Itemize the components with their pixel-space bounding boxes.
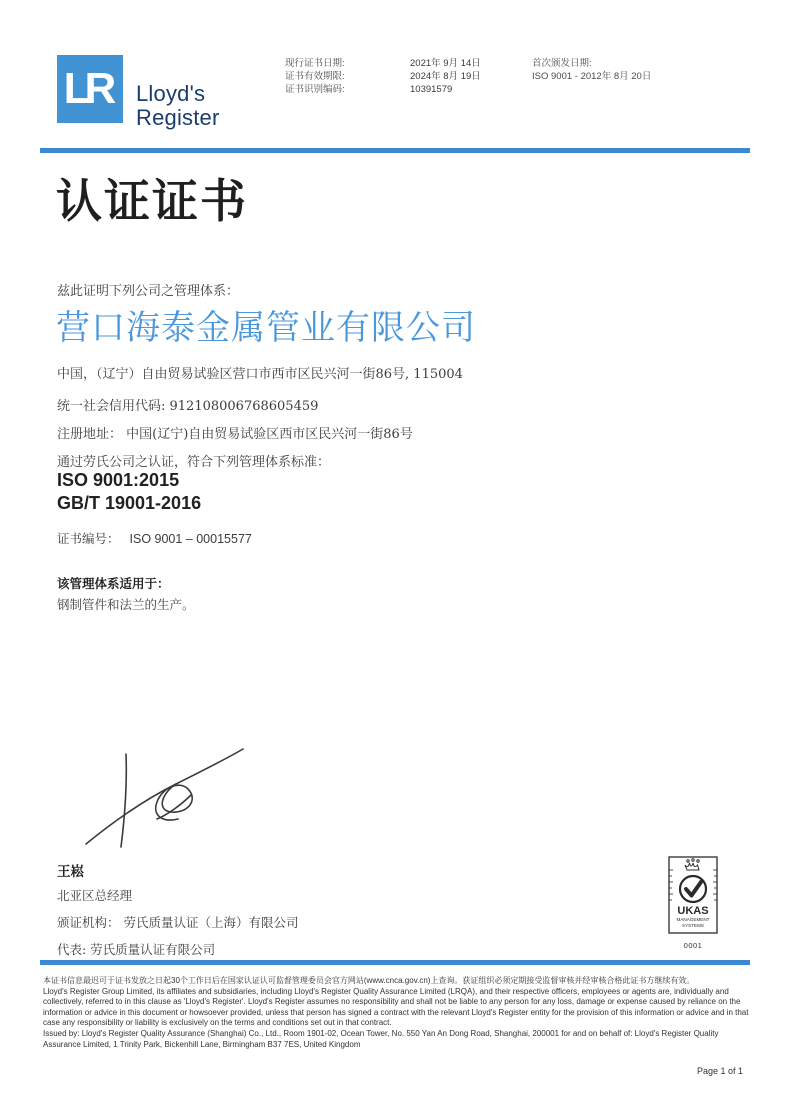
- check-icon: [686, 882, 701, 896]
- representative-line: 代表: 劳氏质量认证有限公司: [57, 942, 216, 957]
- cert-id-value: 10391579: [410, 84, 453, 95]
- registered-address: 注册地址： 中国(辽宁)自由贸易试验区西市区民兴河一街86号: [57, 427, 413, 442]
- current-cert-date-value: 2021年 9月 14日: [410, 58, 481, 69]
- first-issue-label: 首次颁发日期:: [532, 58, 592, 69]
- approval-intro: 通过劳氏公司之认证，符合下列管理体系标准：: [57, 455, 331, 470]
- certificate-meta: [285, 57, 481, 96]
- company-address: 中国，（辽宁）自由贸易试验区营口市西市区民兴河一街86号, 115004: [57, 367, 463, 382]
- issuing-body-line: 颁证机构： 劳氏质量认证（上海）有限公司: [57, 915, 299, 930]
- brand-line2: Register: [136, 105, 220, 130]
- page-number: Page 1 of 1: [696, 1066, 743, 1076]
- intro-line: 兹此证明下列公司之管理体系：: [57, 284, 240, 299]
- ukas-wordmark: UKAS: [677, 905, 709, 917]
- lr-monogram: LR: [63, 64, 111, 113]
- standard-gbt19001: GB/T 19001-2016: [57, 493, 202, 513]
- footer-en-issuer: Issued by: Lloyd's Register Quality Assurance (Shanghai) Co., Ltd., Room 1901-02, Ocean Tower, No. 550 Yan An Dong Road, Shanghai, 200001 for and on behalf of: Lloyd's Register Quality Assurance Limited, 1 Trinity Park, Bickenhill Lane, Birmingham B37 7ES, United Kingdom: [43, 1028, 719, 1049]
- certificate-number-line: [57, 529, 252, 547]
- signatory-name: 王崧: [57, 864, 84, 879]
- ukas-mark-icon: [668, 856, 718, 934]
- ukas-number: 0001: [683, 941, 703, 950]
- expiry-date-value: 2024年 8月 19日: [410, 71, 481, 82]
- brand-line1: Lloyd's: [136, 81, 206, 106]
- first-issue-value: ISO 9001 - 2012年 8月 20日: [532, 71, 652, 82]
- scope-heading: 该管理体系适用于：: [57, 577, 170, 591]
- first-issue-block: [532, 57, 651, 83]
- certificate-number-value: ISO 9001 – 00015577: [129, 532, 252, 546]
- meta-row: [285, 70, 481, 83]
- certificate-number-label: 证书编号：: [57, 531, 120, 546]
- scope-text: 钢制管件和法兰的生产。: [57, 597, 195, 612]
- cert-id-label: 证书识别编码:: [285, 84, 345, 95]
- expiry-date-label: 证书有效期限:: [285, 71, 345, 82]
- ukas-sub1: MANAGEMENT: [676, 917, 710, 922]
- footer-cn-text: 本证书信息最迟可于证书发放之日起30个工作日后在国家认证认可监督管理委员会官方网站(www.cnca.gov.cn)上查询。获证组织必须定期接受监督审核并经审核合格此证书方继续有效。: [43, 976, 695, 985]
- footer-divider: [40, 960, 750, 965]
- ukas-sub2: SYSTEMS: [682, 923, 704, 928]
- meta-row: [285, 57, 481, 70]
- crown-icon: [685, 859, 699, 870]
- standard-iso9001: ISO 9001:2015: [57, 470, 180, 490]
- signatory-title: 北亚区总经理: [57, 888, 133, 903]
- header-divider: [40, 148, 750, 153]
- footer-legal: [43, 976, 749, 1050]
- credit-code: 统一社会信用代码: 912108006768605459: [57, 399, 319, 414]
- page-title: 认证证书: [56, 174, 248, 228]
- company-name: 营口海泰金属管业有限公司: [56, 308, 476, 348]
- ukas-accreditation-mark: [668, 856, 718, 950]
- brand-name: [136, 82, 220, 130]
- footer-en-disclaimer: Lloyd's Register Group Limited, its affiliates and subsidiaries, including Lloyd's Register Quality Assurance Limited (LRQA), and their respective officers, employees or agents are, individually and collectively, referred to in this clause as 'Lloyd's Register'. Lloyd's Register assumes no responsibility and shall not be liable to any person for any loss, damage or expense caused by reliance on the information or advice in this document or howsoever provided, unless that person has signed a contract with the relevant Lloyd's Register entity for the provision of this information or advice and in that case any responsibility or liability is exclusively on the terms and conditions set out in that contract.: [43, 986, 749, 1028]
- signature-image: [80, 740, 260, 855]
- lloyds-register-logo-icon: [57, 55, 123, 123]
- check-circle-icon: [680, 876, 706, 902]
- meta-row: [285, 83, 481, 96]
- current-cert-date-label: 现行证书日期:: [285, 58, 345, 69]
